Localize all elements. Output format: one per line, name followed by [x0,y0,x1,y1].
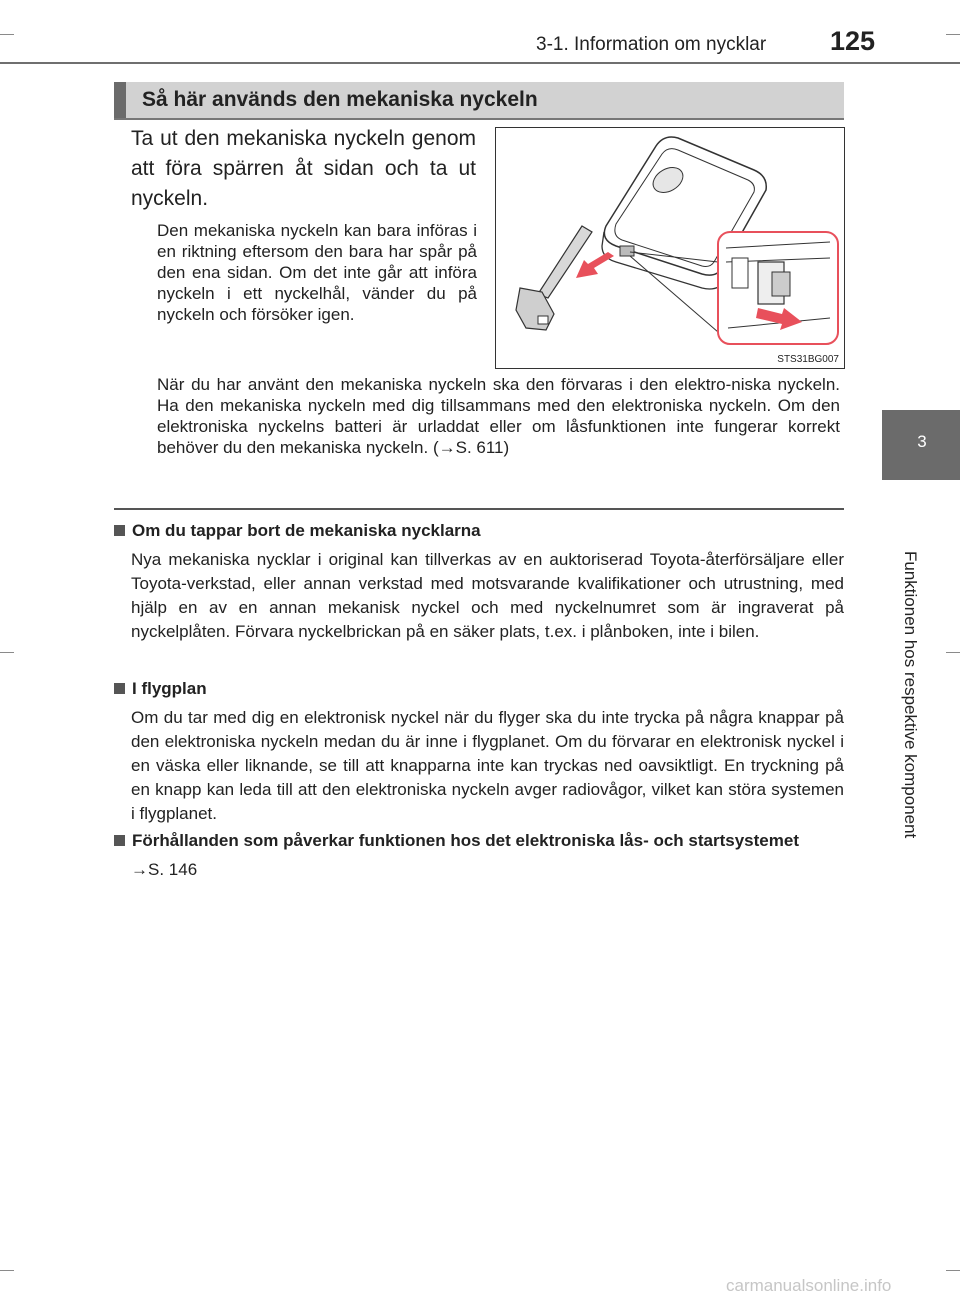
section-heading-bar [114,82,844,120]
heading-accent [114,82,126,118]
chapter-title: Funktionen hos respektive komponent [901,551,920,839]
crop-mark [946,652,960,653]
note-one-direction: Den mekaniska nyckeln kan bara införas i en riktning eftersom den bara har spår på den ena sidan. Om det inte går att införa nyckeln i ett nyckelhål, vänder du på nyckeln och försöker igen. [157,221,477,324]
page-number: 125 [830,26,876,56]
key-slot [538,316,548,324]
subsection-airplane [114,678,844,826]
subsection-conditions [114,830,844,882]
figure-code: STS31BG007 [777,354,839,365]
key-illustration [495,127,845,369]
crop-mark [946,1270,960,1271]
header-divider [0,62,960,64]
step-instruction: Ta ut den mekaniska nyckeln genom att föra spärren åt sidan och ta ut nyckeln. [131,127,476,210]
square-bullet-icon [114,683,125,694]
chapter-number: 3 [917,432,927,451]
pull-out-arrow-icon [576,252,614,278]
subsection-title: I flygplan [132,679,207,698]
crop-mark [0,1270,14,1271]
subsection-body: Nya mekaniska nycklar i original kan tillverkas av en auktoriserad Toyota-återförsäljare eller Toyota-verkstad, eller annan verkstad med motsvarande kvalifikationer och utrustning, med hjälp en av en annan mekanisk nyckel och med nyckelnumret som är ingraverat på nyckelplåten. Förvara nyckelbrickan på en säker plats, t.ex. i plånboken, inte i bilen. [131,550,844,641]
subsection-body: Om du tar med dig en elektronisk nyckel när du flyger ska du inte trycka på några knappar på den elektroniska nyckeln medan du är inne i flygplanet. Om du förvarar en elektronisk nyckel i en väska eller liknande, se till att knapparna inte kan tryckas ned oavsiktligt. En tryckning på en knapp kan leda till att den elektroniska nyckeln avger radiovågor, vilket kan störa systemen i flygplanet. [131,708,844,823]
subsection-title: Om du tappar bort de mekaniska nycklarna [132,521,481,540]
mechanical-key-diagram [496,128,844,368]
note-storage: När du har använt den mekaniska nyckeln ska den förvaras i den elektro-niska nyckeln. Ha den mekaniska nyckeln med dig tillsammans med den elektroniska nyckeln. Om den elektroniska nyckelns batteri är urladdat eller om låsfunktionen inte fungerar korrekt behöver du den mekaniska nyckeln. (→S. 611) [157,375,840,457]
inset-latch-knob [772,272,790,296]
section-heading: Så här används den mekaniska nyckeln [142,88,538,111]
crop-mark [0,34,14,35]
subsection-body: →S. 146 [131,860,198,879]
inset-slot [732,258,748,288]
subsection-lost-keys [114,520,844,644]
subsection-title: Förhållanden som påverkar funktionen hos det elektroniska lås- och startsystemet [132,831,799,850]
crop-mark [0,652,14,653]
release-latch [620,246,634,256]
square-bullet-icon [114,835,125,846]
watermark: carmanualsonline.info [726,1276,892,1295]
running-header-section: 3-1. Information om nycklar [536,34,767,55]
crop-mark [946,34,960,35]
section-divider [114,508,844,510]
square-bullet-icon [114,525,125,536]
